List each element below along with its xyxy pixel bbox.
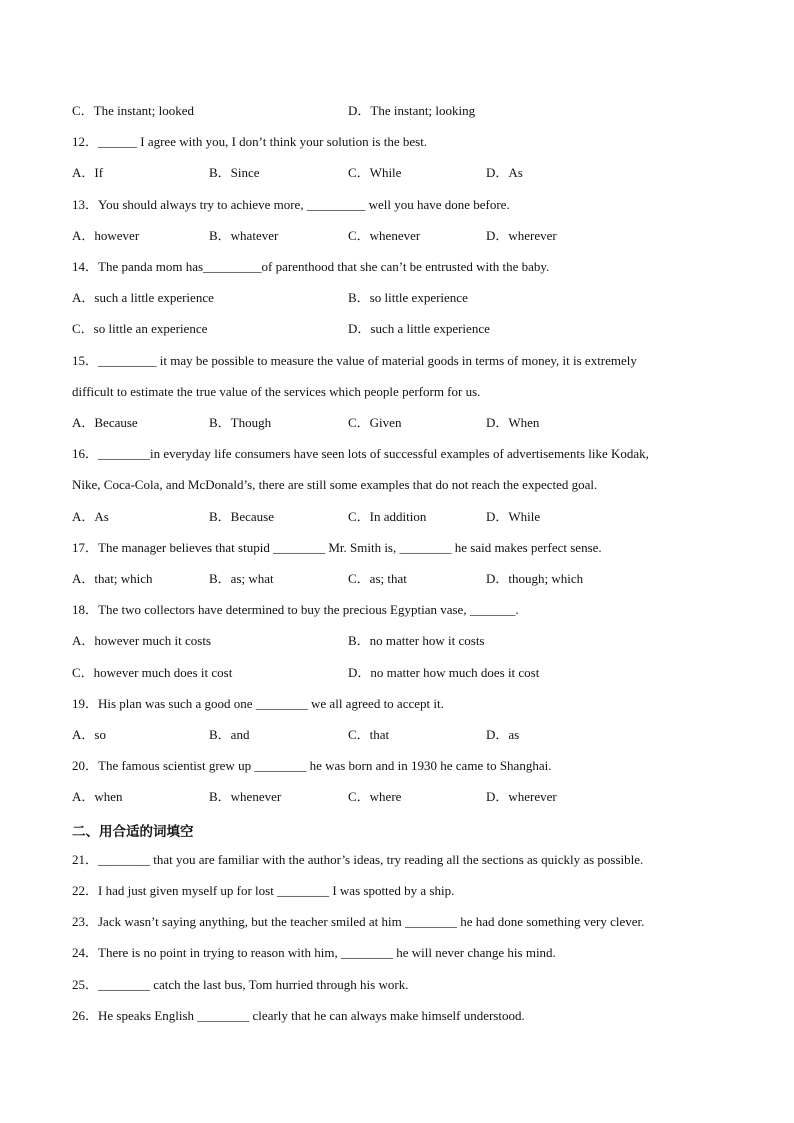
- q15-stem-line1: 15．_________ it may be possible to measure the value of material goods in terms of money, it is extremely: [72, 353, 637, 368]
- section-2-heading: 二、用合适的词填空: [72, 824, 194, 840]
- q18-stem: 18．The two collectors have determined to buy the precious Egyptian vase, _______.: [72, 602, 519, 617]
- q18-option-c: C．however much does it cost: [72, 665, 233, 680]
- q11-option-d: D．The instant; looking: [348, 103, 476, 118]
- q22-stem: 22．I had just given myself up for lost ________ I was spotted by a ship.: [72, 883, 455, 898]
- q16-option-d: D．While: [486, 509, 541, 524]
- q20-option-b: B．whenever: [209, 789, 282, 804]
- q24-stem: 24．There is no point in trying to reason with him, ________ he will never change his mind.: [72, 945, 556, 960]
- q12-option-a: A．If: [72, 165, 104, 180]
- q16-stem-line1: 16．________in everyday life consumers have seen lots of successful examples of advertisements like Kodak,: [72, 446, 649, 461]
- q20-option-a: A．when: [72, 789, 123, 804]
- q16-option-b: B．Because: [209, 509, 274, 524]
- q20-stem: 20．The famous scientist grew up ________ he was born and in 1930 he came to Shanghai.: [72, 758, 552, 773]
- q15-option-c: C．Given: [348, 415, 402, 430]
- q16-stem-line2: Nike, Coca-Cola, and McDonald’s, there are still some examples that do not reach the expected goal.: [72, 477, 598, 492]
- q13-option-a: A．however: [72, 228, 140, 243]
- q20-option-d: D．wherever: [486, 789, 557, 804]
- q17-option-b: B．as; what: [209, 571, 274, 586]
- q17-option-c: C．as; that: [348, 571, 407, 586]
- q15-option-a: A．Because: [72, 415, 138, 430]
- q16-option-c: C．In addition: [348, 509, 427, 524]
- q19-option-b: B．and: [209, 727, 250, 742]
- q14-stem: 14．The panda mom has_________of parenthood that she can’t be entrusted with the baby.: [72, 259, 550, 274]
- q12-stem: 12．______ I agree with you, I don’t think your solution is the best.: [72, 134, 428, 149]
- q19-stem: 19．His plan was such a good one ________ we all agreed to accept it.: [72, 696, 444, 711]
- q19-option-d: D．as: [486, 727, 520, 742]
- q15-option-b: B．Though: [209, 415, 272, 430]
- q16-option-a: A．As: [72, 509, 109, 524]
- q17-option-a: A．that; which: [72, 571, 153, 586]
- q13-stem: 13．You should always try to achieve more, _________ well you have done before.: [72, 197, 510, 212]
- q13-option-d: D．wherever: [486, 228, 557, 243]
- q18-option-a: A．however much it costs: [72, 633, 212, 648]
- q12-option-b: B．Since: [209, 165, 260, 180]
- q14-option-a: A．such a little experience: [72, 290, 214, 305]
- q17-option-d: D．though; which: [486, 571, 584, 586]
- q13-option-c: C．whenever: [348, 228, 421, 243]
- q20-option-c: C．where: [348, 789, 402, 804]
- q26-stem: 26．He speaks English ________ clearly that he can always make himself understood.: [72, 1008, 525, 1023]
- q15-stem-line2: difficult to estimate the true value of the services which people perform for us.: [72, 384, 481, 399]
- q14-option-d: D．such a little experience: [348, 321, 490, 336]
- q18-option-b: B．no matter how it costs: [348, 633, 485, 648]
- q17-stem: 17．The manager believes that stupid ________ Mr. Smith is, ________ he said makes perfect sense.: [72, 540, 602, 555]
- q21-stem: 21．________ that you are familiar with the author’s ideas, try reading all the sections as quickly as possible.: [72, 852, 644, 867]
- q15-option-d: D．When: [486, 415, 540, 430]
- q12-option-d: D．As: [486, 165, 523, 180]
- q23-stem: 23．Jack wasn’t saying anything, but the teacher smiled at him ________ he had done something very clever.: [72, 914, 645, 929]
- q12-option-c: C．While: [348, 165, 402, 180]
- q14-option-c: C．so little an experience: [72, 321, 208, 336]
- q13-option-b: B．whatever: [209, 228, 279, 243]
- q18-option-d: D．no matter how much does it cost: [348, 665, 540, 680]
- q11-option-c: C．The instant; looked: [72, 103, 195, 118]
- q19-option-c: C．that: [348, 727, 390, 742]
- q25-stem: 25．________ catch the last bus, Tom hurried through his work.: [72, 977, 409, 992]
- q19-option-a: A．so: [72, 727, 106, 742]
- q14-option-b: B．so little experience: [348, 290, 468, 305]
